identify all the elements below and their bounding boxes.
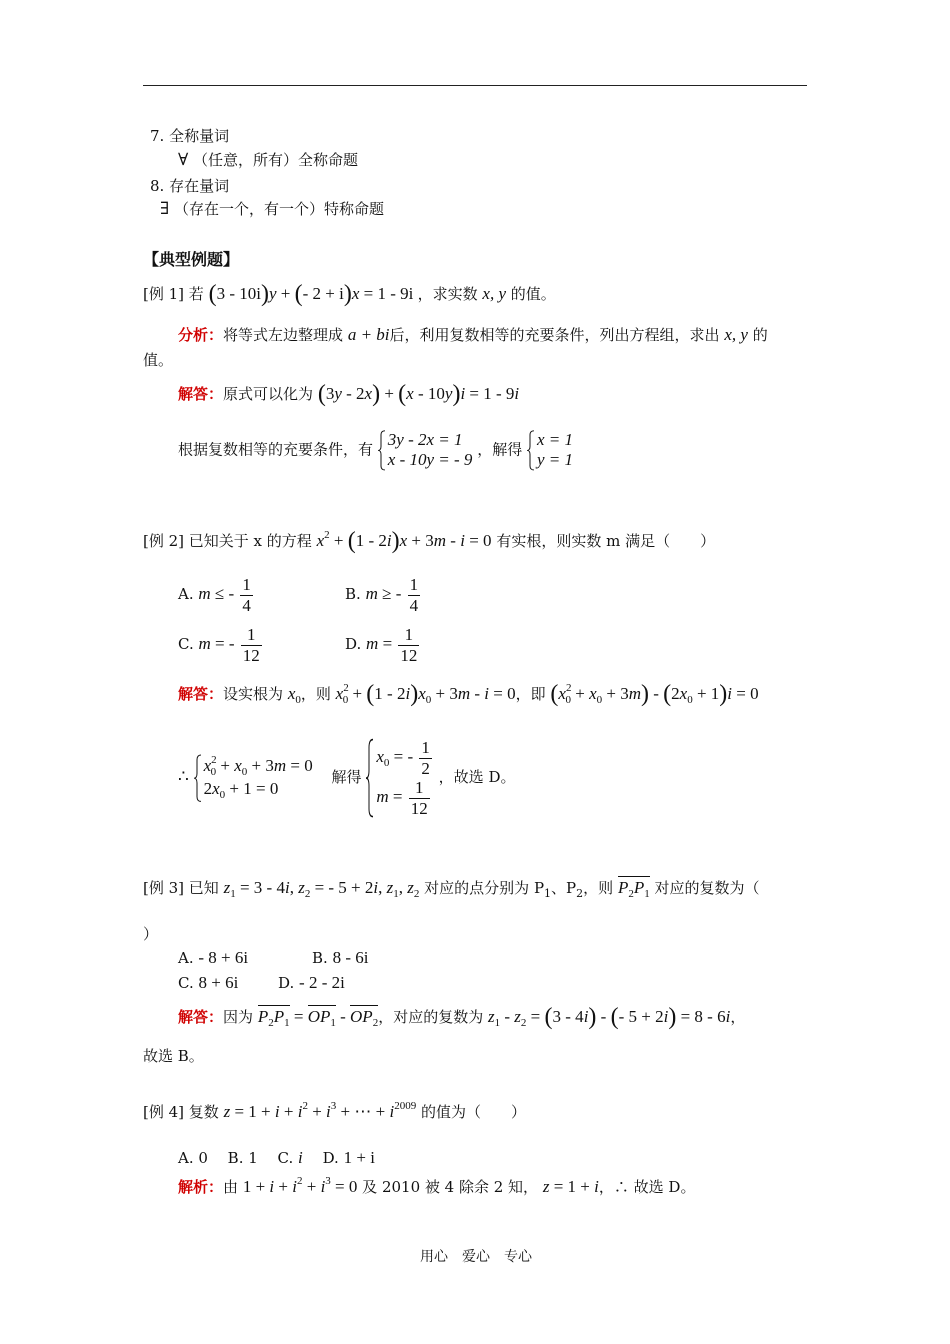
option-a: A. m ≤ - $\frac{1}{4}$ — [178, 575, 251, 615]
solution-system-1: x = 1 y = 1 — [527, 430, 573, 471]
quantifier-7-title: 7. 全称量词 — [150, 127, 230, 145]
example-1-system: 根据复数相等的充要条件，有 3y - 2x = 1 x - 10y = - 9 ，解得 x = 1 y = 1 — [178, 430, 574, 470]
equation-system-1: 3y - 2x = 1 x - 10y = - 9 — [378, 430, 473, 471]
example-2-label: [例 2] 已知关于 x 的方程 — [143, 532, 312, 550]
header-rule — [143, 85, 807, 86]
analysis-label: 分析： — [178, 326, 224, 344]
example-3-label: [例 3] 已知 — [143, 879, 219, 897]
option-b: B. m ≥ - $\frac{1}{4}$ — [345, 575, 419, 615]
section-heading: 【典型例题】 — [143, 250, 240, 269]
example-3-conclusion: 故选 B。 — [143, 1047, 204, 1065]
example-3-option-d: D. - 2 - 2i — [278, 973, 345, 992]
example-1-question: [例 1] 若 (3 - 10i)y + (- 2 + i)x = 1 - 9i ，求实数 x, y 的值。 — [143, 281, 556, 307]
example-1-label: [例 1] 若 — [143, 285, 204, 303]
answer-label-1: 解答： — [178, 385, 224, 403]
analysis-continued: 值。 — [143, 351, 174, 369]
example-4-question: [例 4] 复数 $z = 1 + i + i^2 + i^3$ + ⋯ + $i^{2009}$ 的值为（ ） — [143, 1100, 526, 1121]
quantifier-8-title: 8. 存在量词 — [150, 177, 230, 195]
equation-system-2: $x^2_0 + x_0 + 3m = 0$ $2x_0 + 1 = 0$ — [194, 754, 313, 802]
example-1-analysis: 分析：将等式左边整理成 a + bi后，利用复数相等的充要条件，列出方程组，求出 x, y 的 — [178, 325, 768, 344]
example-2-system: ∴ $x^2_0 + x_0 + 3m = 0$ $2x_0 + 1 = 0$ 解得 $x_0$ = - $\frac{1}{2}$ m = $\frac{1}{12}$ ，故选 D。 — [178, 738, 516, 818]
example-3-option-a: A. - 8 + 6i — [178, 948, 249, 967]
example-1-answer: 解答：原式可以化为 (3y - 2x) + (x - 10y)i = 1 - 9i — [178, 381, 520, 407]
example-3-option-c: C. 8 + 6i — [178, 973, 239, 992]
example-1-equation: (3 - 10i)y + (- 2 + i)x = 1 - 9i — [208, 281, 414, 307]
quantifier-8-line — [160, 199, 384, 219]
example-4-label: [例 4] 复数 — [143, 1103, 219, 1121]
answer-label-3: 解答： — [178, 1008, 224, 1026]
example-2-equation: $x^2 + (1 - 2i)x + 3m - i = 0$ — [316, 528, 492, 554]
footer-text: 用心 爱心 专心 — [420, 1249, 532, 1265]
example-3-option-b: B. 8 - 6i — [312, 948, 369, 967]
quantifier-7-line — [178, 150, 358, 170]
answer-label-2: 解答： — [178, 685, 224, 703]
example-4-answer: 解析：由 $1 + i + i^2 + i^3 = 0$ 及 2010 被 4 除余 2 知， z = 1 + i，∴ 故选 D。 — [178, 1175, 696, 1196]
answer-label-4: 解析： — [178, 1178, 224, 1196]
quantifier-8-text: （存在一个，有一个）特称命题 — [174, 200, 385, 218]
forall-symbol: ∀ — [178, 150, 189, 169]
example-3-question: [例 3] 已知 $z_1 = 3 - 4i$, $z_2$ = - 5 + 2i, $z_1$, $z_2$ 对应的点分别为 $P_1$、$P_2$，则 $P_2P_1$ 对应的复数为（ — [143, 878, 760, 900]
exists-symbol: ∃ — [160, 199, 170, 218]
option-d: D. m = $\frac{1}{12}$ — [345, 625, 418, 665]
example-3-answer: 解答：因为 $P_2P_1 = OP_1 - OP_2$，对应的复数为 $z_1 - z_2 = (3 - 4i)$ - (- 5 + 2i) = 8 - 6i， — [178, 1004, 746, 1030]
solution-system-2: $x_0$ = - $\frac{1}{2}$ m = $\frac{1}{12}$ — [366, 738, 434, 818]
example-4-options: A. 0 B. 1 C. i D. 1 + i — [178, 1148, 375, 1167]
example-1-rewritten: (3y - 2x) + (x - 10y)i = 1 - 9i — [317, 381, 520, 407]
example-3-close-paren: ） — [143, 925, 159, 943]
example-2-answer: 解答：设实根为 $x_0$，则 $x^2_0 + (1 - 2i)x_0 + 3m - i = 0$，即 $(x^2_0 + x_0 + 3m) - (2x_0 + 1)i = 0$ — [178, 681, 759, 707]
example-2-question: [例 2] 已知关于 x 的方程 $x^2 + (1 - 2i)x + 3m - i = 0$ 有实根，则实数 m 满足（ ） — [143, 528, 716, 554]
option-c: C. m = - $\frac{1}{12}$ — [178, 625, 260, 665]
quantifier-7-text: （任意，所有）全称命题 — [193, 151, 359, 169]
